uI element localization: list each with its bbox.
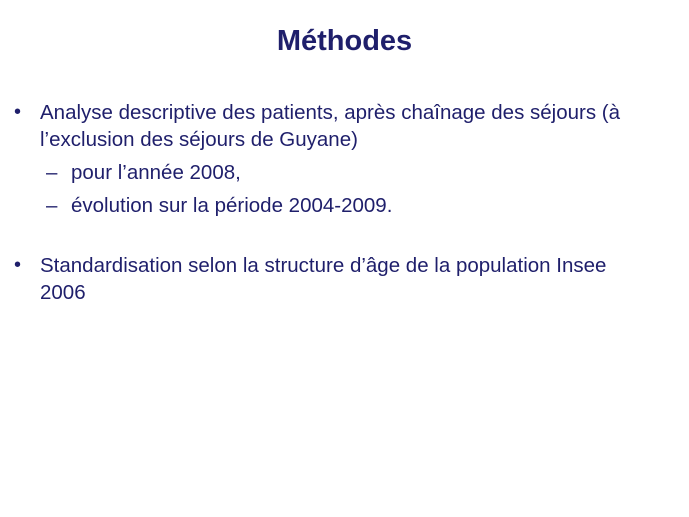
sub-list <box>0 159 689 219</box>
bullet-marker-icon: • <box>14 254 22 276</box>
bullet-text: Analyse descriptive des patients, après chaînage des séjours (à l’exclusion des séjours de Guyane) <box>40 101 621 151</box>
sub-text: évolution sur la période 2004-2009. <box>71 194 393 217</box>
bullet-text: Standardisation selon la structure d’âge de la population Insee 2006 <box>40 254 607 304</box>
slide-title: Méthodes <box>276 25 413 57</box>
bullet-marker-icon: • <box>14 101 22 123</box>
sub-item <box>0 159 631 186</box>
bullet-list <box>0 99 689 306</box>
sub-item <box>0 192 631 219</box>
sub-text: pour l’année 2008, <box>71 161 241 184</box>
bullet-item <box>0 99 625 153</box>
bullet-item <box>0 252 625 306</box>
dash-marker-icon: – <box>46 161 58 184</box>
dash-marker-icon: – <box>46 194 58 217</box>
